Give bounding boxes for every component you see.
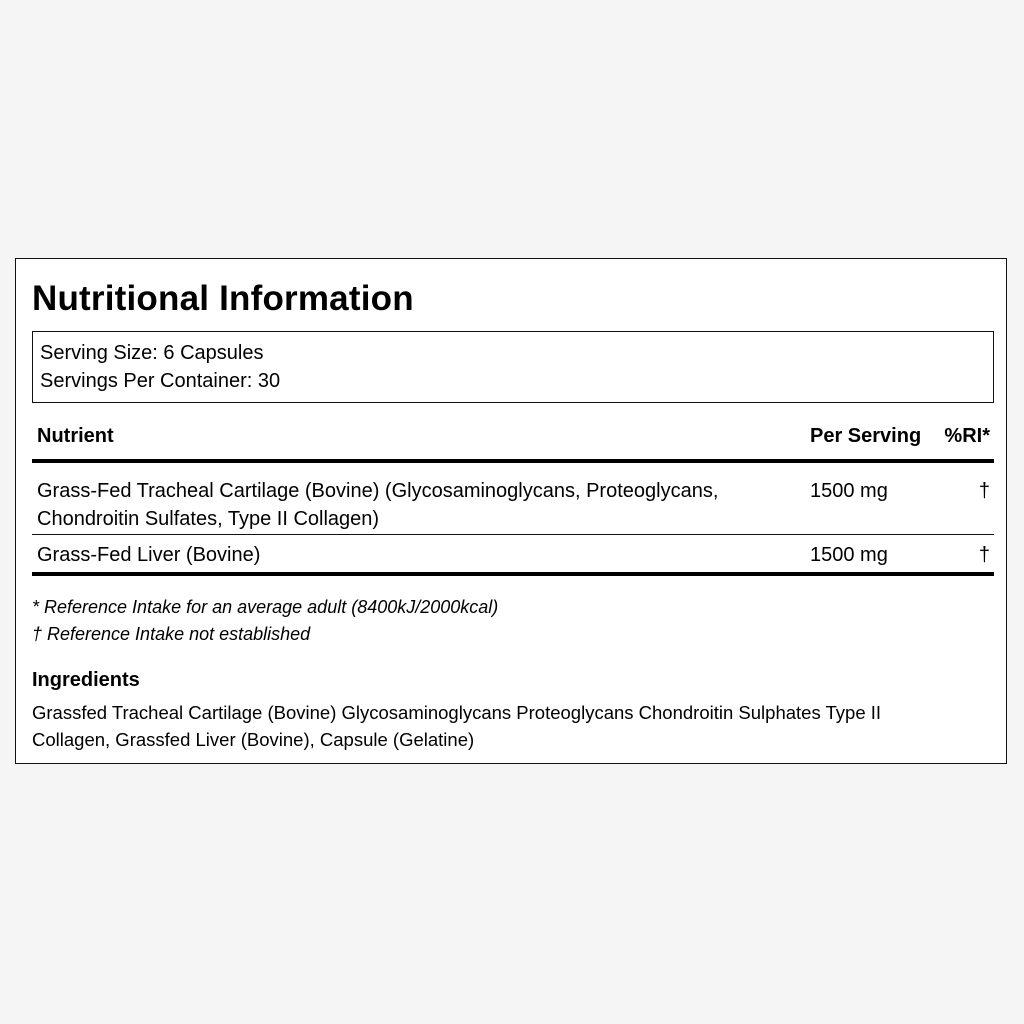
- nutrient-ri: †: [978, 544, 990, 566]
- ingredients-text: Grassfed Tracheal Cartilage (Bovine) Glycosaminoglycans Proteoglycans Chondroitin Sulphates Type II Collagen, Grassfed Liver (Bovine), Capsule (Gelatine): [32, 702, 882, 750]
- table-row: [32, 536, 994, 576]
- nutrition-panel: [15, 258, 1007, 764]
- nutrient-name: Grass-Fed Liver (Bovine): [37, 544, 261, 566]
- table-header: [32, 423, 994, 463]
- servings-per-container: Servings Per Container: 30: [40, 370, 281, 392]
- header-ri: %RI*: [944, 425, 990, 447]
- ingredients-heading: Ingredients: [32, 669, 140, 691]
- nutrient-name: Grass-Fed Tracheal Cartilage (Bovine) (Glycosaminoglycans, Proteoglycans, Chondroitin Sulfates, Type II Collagen): [37, 480, 719, 530]
- header-nutrient: Nutrient: [37, 425, 114, 447]
- footnote-reference-intake: * Reference Intake for an average adult (8400kJ/2000kcal): [32, 597, 499, 617]
- header-per-serving: Per Serving: [810, 425, 922, 447]
- page-title: Nutritional Information: [32, 279, 414, 318]
- nutrient-ri: †: [978, 480, 990, 502]
- footnote-not-established: † Reference Intake not established: [32, 624, 311, 644]
- serving-info-box: [32, 331, 994, 403]
- nutrient-amount: 1500 mg: [810, 544, 888, 566]
- table-row: [32, 463, 994, 535]
- serving-size: Serving Size: 6 Capsules: [40, 342, 264, 364]
- nutrient-amount: 1500 mg: [810, 480, 888, 502]
